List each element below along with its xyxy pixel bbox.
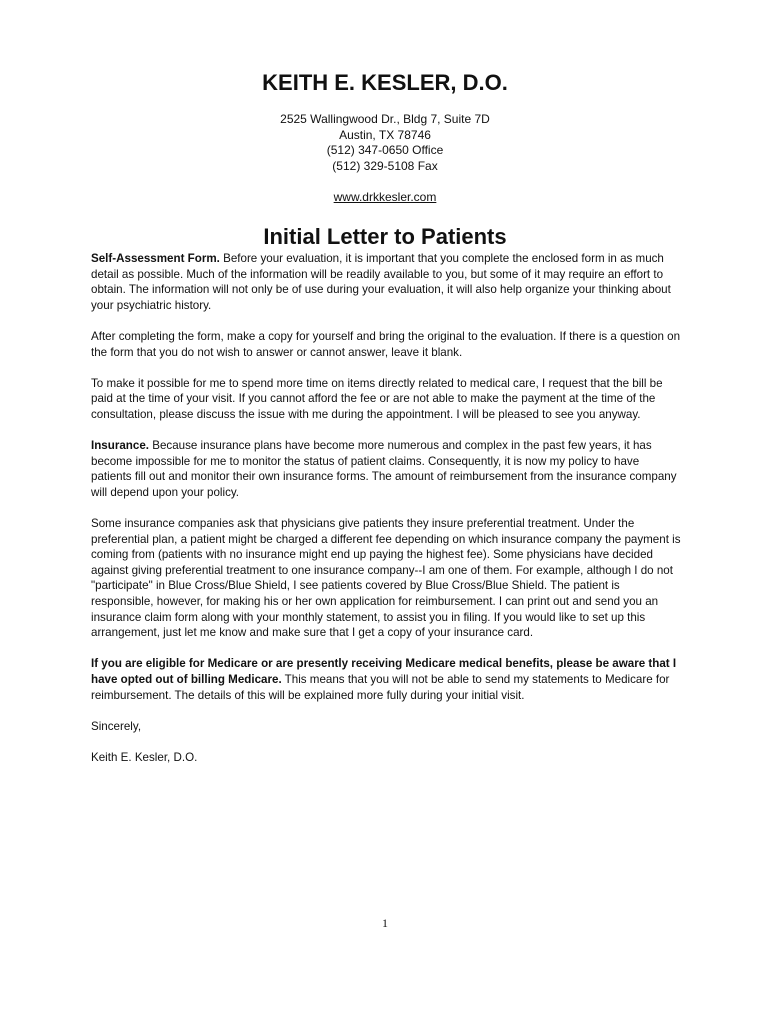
paragraph-self-assessment	[91, 251, 681, 313]
paragraph-form-copy: After completing the form, make a copy for yourself and bring the original to the evaluation. If there is a question on the form that you do not wish to answer or cannot answer, leave it blank.	[91, 329, 681, 359]
closing: Sincerely,	[91, 719, 142, 733]
medicare-notice: If you are eligible for Medicare or are presently receiving Medicare medical benefits, please be aware that I have opted out of billing Medicare.	[91, 657, 677, 687]
page-number: 1	[382, 916, 388, 930]
paragraph-insurance	[91, 438, 681, 500]
letter-title: Initial Letter to Patients	[263, 224, 507, 249]
website-link[interactable]: www.drkkesler.com	[333, 190, 437, 204]
insurance-text: Because insurance plans have become more numerous and complex in the past few years, it has become impossible for me to monitor the status of patient claims. Consequently, it is now my policy to have patients fill out and monitor their own insurance forms. The amount of reimbursement from the insurance company will depend upon your policy.	[91, 439, 677, 499]
self-assessment-heading: Self-Assessment Form.	[91, 252, 220, 265]
self-assessment-text: Before your evaluation, it is important that you complete the enclosed form in as much detail as possible. Much of the information will be readily available to you, but some of it may require an effort to obtain. The information will not only be of use during your evaluation, it will also help organize your thinking about your psychiatric history.	[91, 252, 671, 312]
medicare-text: This means that you will not be able to send my statements to Medicare for reimbursement. The details of this will be explained more fully during your initial visit.	[91, 673, 670, 702]
letterhead	[0, 70, 770, 205]
address-line-1: 2525 Wallingwood Dr., Bldg 7, Suite 7D	[280, 112, 490, 126]
paragraph-medicare	[91, 656, 681, 703]
office-phone: (512) 347-0650 Office	[326, 143, 444, 157]
paragraph-payment: To make it possible for me to spend more time on items directly related to medical care, I request that the bill be paid at the time of your visit. If you cannot afford the fee or are not able to make the payment at the time of the consultation, please discuss the issue with me during the appointment. I will be pleased to see you anyway.	[91, 376, 663, 421]
insurance-heading: Insurance.	[91, 439, 149, 453]
letter-body	[91, 251, 681, 781]
fax-number: (512) 329-5108 Fax	[332, 158, 438, 173]
paragraph-preferential: Some insurance companies ask that physicians give patients they insure preferential treatment. Under the preferential plan, a patient might be charged a different fee depending on which insurance company the payment is coming from (patients with no insurance might end up paying the highest fee). Some physicians have decided against giving preferential treatment to one insurance company--I am one of them. For example, although I do not "participate" in Blue Cross/Blue Shield, I see patients covered by Blue Cross/Blue Shield. The patient is responsible, however, for making his or her own application for reimbursement. I can print out and send you an insurance claim form along with your monthly statement, to assist you in filing. If you would like to set up this arrangement, just let me know and make sure that I get a copy of your insurance card.	[91, 517, 681, 640]
website-link-row	[0, 190, 770, 205]
doctor-name: KEITH E. KESLER, D.O.	[262, 70, 508, 95]
signature: Keith E. Kesler, D.O.	[91, 751, 198, 764]
address-line-2: Austin, TX 78746	[339, 127, 431, 142]
